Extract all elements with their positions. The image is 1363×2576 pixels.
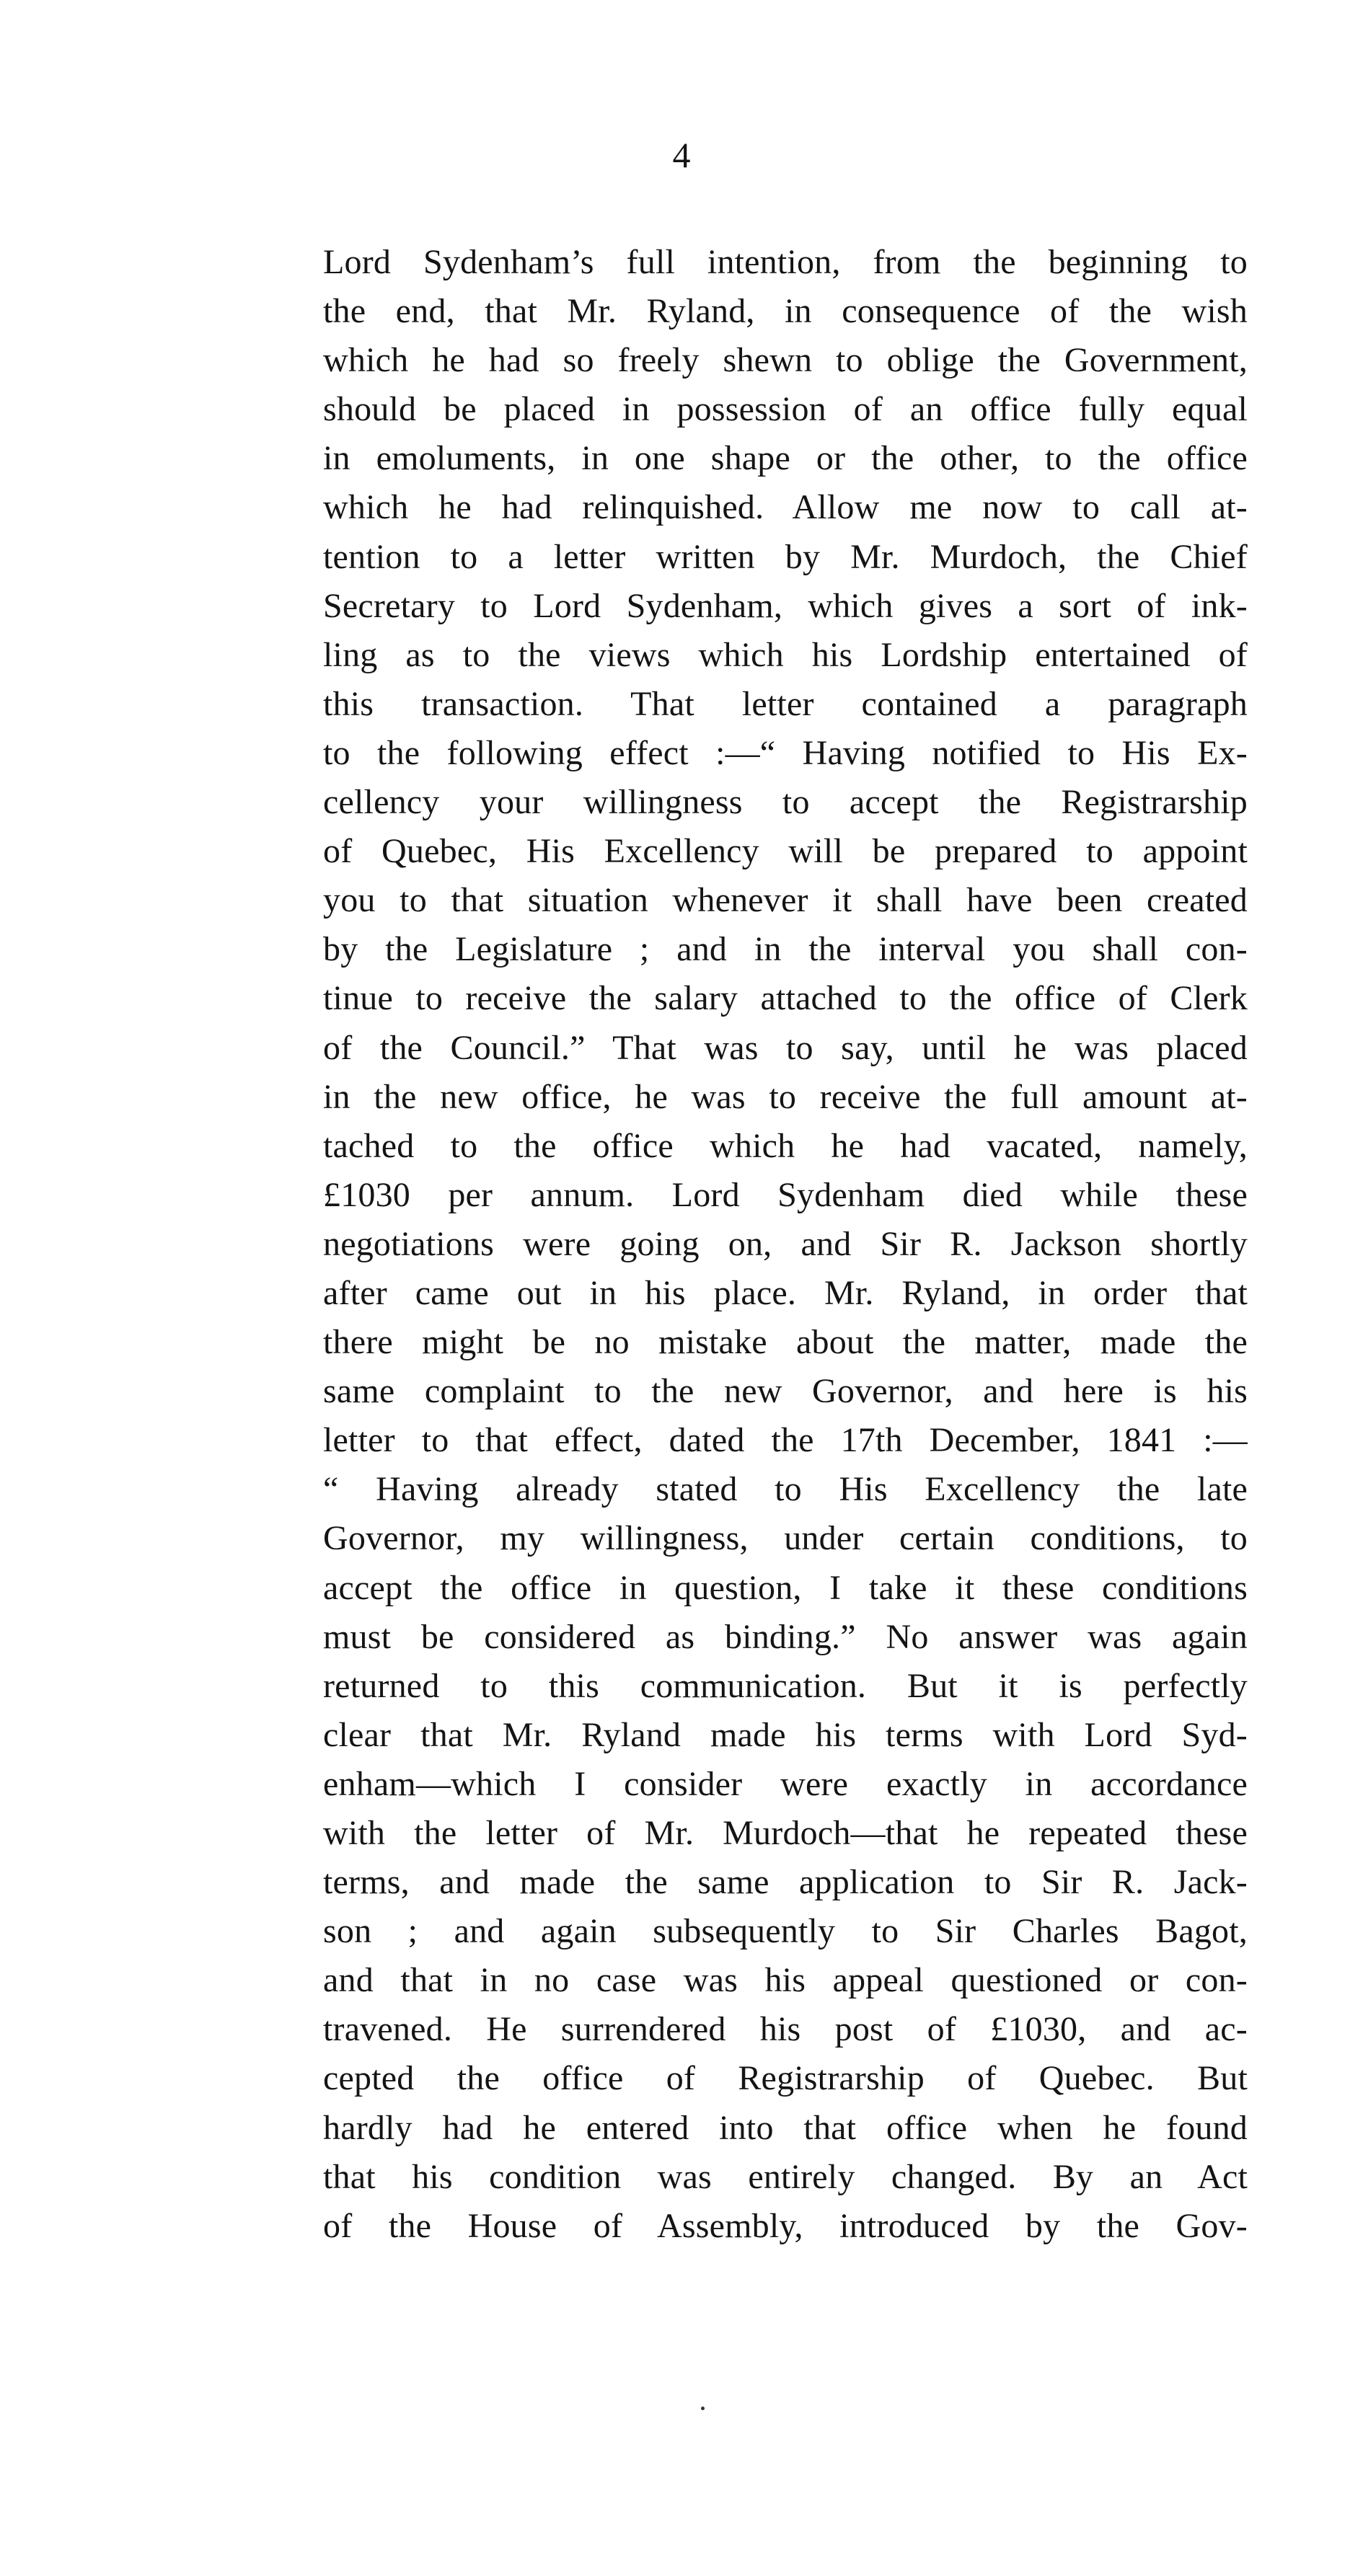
- text-line: returned to this communication. But it is perfectly: [323, 1666, 1248, 1705]
- text-line: the end, that Mr. Ryland, in consequence of the wish: [323, 292, 1248, 331]
- text-line: that his condition was entirely changed. By an Act: [323, 2157, 1248, 2196]
- text-line: same complaint to the new Governor, and here is his: [323, 1372, 1248, 1411]
- text-line: of Quebec, His Excellency will be prepared to appoint: [323, 832, 1248, 871]
- text-line: Governor, my willingness, under certain conditions, to: [323, 1519, 1248, 1558]
- text-line: accept the office in question, I take it these conditions: [323, 1568, 1248, 1607]
- text-line: letter to that effect, dated the 17th December, 1841 :—: [323, 1421, 1248, 1460]
- text-line: £1030 per annum. Lord Sydenham died while these: [323, 1175, 1248, 1214]
- text-line: this transaction. That letter contained a paragraph: [323, 684, 1248, 723]
- body-text: [323, 238, 1248, 2251]
- text-line: which he had relinquished. Allow me now to call at-: [323, 488, 1248, 527]
- text-line: Lord Sydenham’s full intention, from the beginning to: [323, 243, 1248, 281]
- text-line: in the new office, he was to receive the full amount at-: [323, 1077, 1248, 1116]
- text-line: and that in no case was his appeal questioned or con-: [323, 1961, 1248, 2000]
- text-line: you to that situation whenever it shall have been created: [323, 881, 1248, 920]
- text-line: hardly had he entered into that office when he found: [323, 2108, 1248, 2147]
- text-line: in emoluments, in one shape or the other, to the office: [323, 439, 1248, 478]
- ink-speck: [701, 2407, 705, 2410]
- text-line: after came out in his place. Mr. Ryland, in order that: [323, 1273, 1248, 1312]
- text-line: son ; and again subsequently to Sir Charles Bagot,: [323, 1912, 1248, 1951]
- text-line: there might be no mistake about the matter, made the: [323, 1323, 1248, 1362]
- text-line: negotiations were going on, and Sir R. Jackson shortly: [323, 1224, 1248, 1263]
- text-line: enham—which I consider were exactly in accordance: [323, 1764, 1248, 1803]
- text-line: by the Legislature ; and in the interval you shall con-: [323, 930, 1248, 969]
- text-line: ling as to the views which his Lordship entertained of: [323, 635, 1248, 674]
- text-line: cellency your willingness to accept the Registrarship: [323, 783, 1248, 822]
- text-line: travened. He surrendered his post of £1030, and ac-: [323, 2010, 1248, 2049]
- text-line: with the letter of Mr. Murdoch—that he repeated these: [323, 1814, 1248, 1852]
- text-line: of the House of Assembly, introduced by the Gov-: [323, 2206, 1248, 2245]
- text-line: tention to a letter written by Mr. Murdoch, the Chief: [323, 537, 1248, 576]
- text-line: to the following effect :—“ Having notified to His Ex-: [323, 733, 1248, 772]
- page-number: 4: [672, 135, 691, 175]
- text-line: terms, and made the same application to Sir R. Jack-: [323, 1863, 1248, 1902]
- text-line: should be placed in possession of an office fully equal: [323, 390, 1248, 429]
- text-line: which he had so freely shewn to oblige the Government,: [323, 341, 1248, 380]
- text-line: tached to the office which he had vacated, namely,: [323, 1126, 1248, 1165]
- text-line: “ Having already stated to His Excellency the late: [323, 1470, 1248, 1509]
- text-line: Secretary to Lord Sydenham, which gives a sort of ink-: [323, 586, 1248, 625]
- text-line: clear that Mr. Ryland made his terms with Lord Syd-: [323, 1715, 1248, 1754]
- text-line: of the Council.” That was to say, until he was placed: [323, 1028, 1248, 1067]
- text-line: must be considered as binding.” No answer was again: [323, 1617, 1248, 1656]
- text-line: cepted the office of Registrarship of Quebec. But: [323, 2059, 1248, 2098]
- text-line: tinue to receive the salary attached to the office of Clerk: [323, 979, 1248, 1018]
